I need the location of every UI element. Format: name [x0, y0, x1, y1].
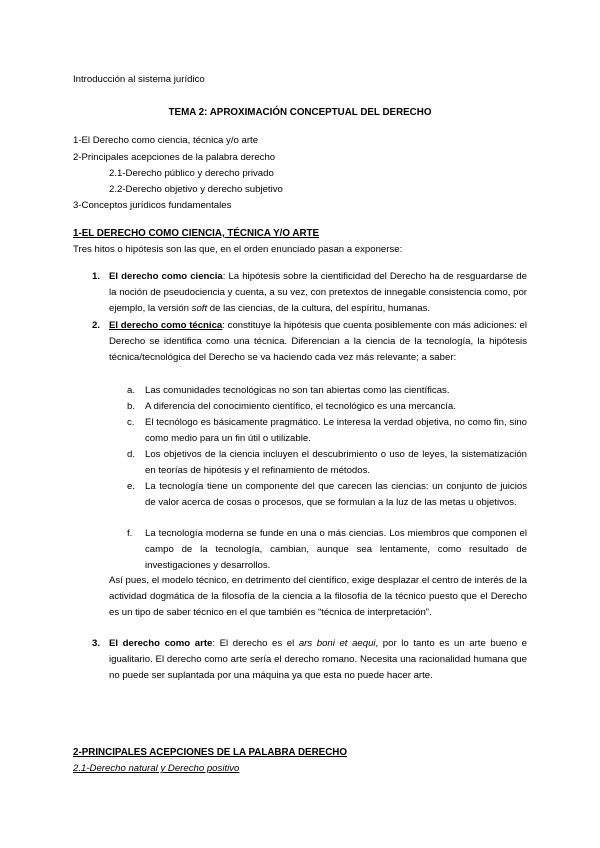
sublist-letter: f. [127, 528, 133, 539]
page-title: TEMA 2: APROXIMACIÓN CONCEPTUAL DEL DERECHO [168, 107, 432, 118]
item-text: : La hipótesis sobre la cientificidad del Derecho ha de resguardarse de la noción de pseudociencia y cuenta, a su vez, con pretextos de innegable consistencia como, por ejemplo, la versión [109, 271, 527, 314]
sublist-item: Las comunidades tecnológicas no son tan abiertas como las científicas. [145, 385, 450, 396]
list-item-art [109, 636, 527, 683]
list-number: 3. [92, 638, 101, 649]
item-text: : constituye la hipótesis que cuenta posiblemente con más adiciones: el Derecho se identifica como una técnica. Diferencian a la ciencia de la tecnología, la hipótesis técnica/tecnológica del Derecho se va haciendo cada vez más relevante; a saber: [109, 320, 528, 363]
toc-item: 2.2-Derecho objetivo y derecho subjetivo [109, 184, 283, 195]
sublist-item: La tecnología moderna se funde en una o más ciencias. Los miembros que componen el campo de la tecnología, cambian, aunque sea lentamente, como resultado de investigaciones y desarrollos. [145, 528, 527, 571]
section-1-heading: 1-EL DERECHO COMO CIENCIA, TÉCNICA Y/O ARTE [73, 228, 320, 239]
technique-closing-paragraph: Así pues, el modelo técnico, en detrimento del científico, exige desplazar el centro de interés de la actividad dogmática de la filosofía de la ciencia a la filosofía de la técnico puesto que el Derecho es un tipo de saber técnico en el que también es “técnica de interpretación”. [109, 575, 527, 618]
toc-item: 2-Principales acepciones de la palabra derecho [73, 152, 276, 163]
sublist-letter: e. [127, 481, 136, 492]
item-emphasis: ars boni et aequi [298, 638, 376, 649]
list-number: 1. [92, 271, 101, 282]
item-text: , por lo tanto es un arte bueno e igualitario. El derecho como arte sería el derecho romano. Necesita una racionalidad humana que no puede ser suplantada por una máquina ya que esta no puede hacer arte. [109, 638, 527, 681]
sublist-item: La tecnología tiene un componente del que carecen las ciencias: un conjunto de juicios de valor acerca de cosas o procesos, que se formulan a la luz de las metas u objetivos. [145, 481, 527, 508]
section-1-intro: Tres hitos o hipótesis son las que, en el orden enunciado pasan a exponerse: [73, 244, 403, 255]
sublist-letter: b. [127, 401, 136, 412]
section-2-subheading: 2.1-Derecho natural y Derecho positivo [73, 763, 240, 774]
toc-item: 2.1-Derecho público y derecho privado [109, 168, 274, 179]
item-label: El derecho como ciencia [109, 271, 223, 282]
item-text: : El derecho es el [212, 638, 299, 649]
item-text: de las ciencias, de la cultura, del espíritu, humanas. [207, 302, 431, 314]
toc-item: 3-Conceptos jurídicos fundamentales [73, 200, 232, 211]
sublist-letter: d. [127, 449, 136, 460]
sublist-letter: a. [127, 385, 136, 396]
list-item-technique [109, 318, 527, 365]
course-header: Introducción al sistema jurídico [73, 74, 205, 85]
item-label: El derecho como técnica [109, 320, 223, 331]
item-label: El derecho como arte [109, 638, 213, 649]
list-item-science [109, 269, 527, 316]
sublist-item: El tecnólogo es básicamente pragmático. Le interesa la verdad objetiva, no como fin, sino como medio para un fin útil o utilizable. [145, 417, 527, 444]
toc-item: 1-El Derecho como ciencia, técnica y/o arte [73, 135, 259, 146]
sublist-item: A diferencia del conocimiento científico, el tecnológico es una mercancía. [145, 401, 456, 412]
sublist-item: Los objetivos de la ciencia incluyen el descubrimiento o uso de leyes, la sistematización en teorías de hipótesis y el refinamiento de métodos. [145, 449, 527, 476]
sublist-letter: c. [127, 417, 135, 428]
list-number: 2. [92, 320, 101, 331]
item-emphasis: soft [191, 302, 208, 314]
section-2-heading: 2-PRINCIPALES ACEPCIONES DE LA PALABRA DERECHO [73, 747, 347, 758]
